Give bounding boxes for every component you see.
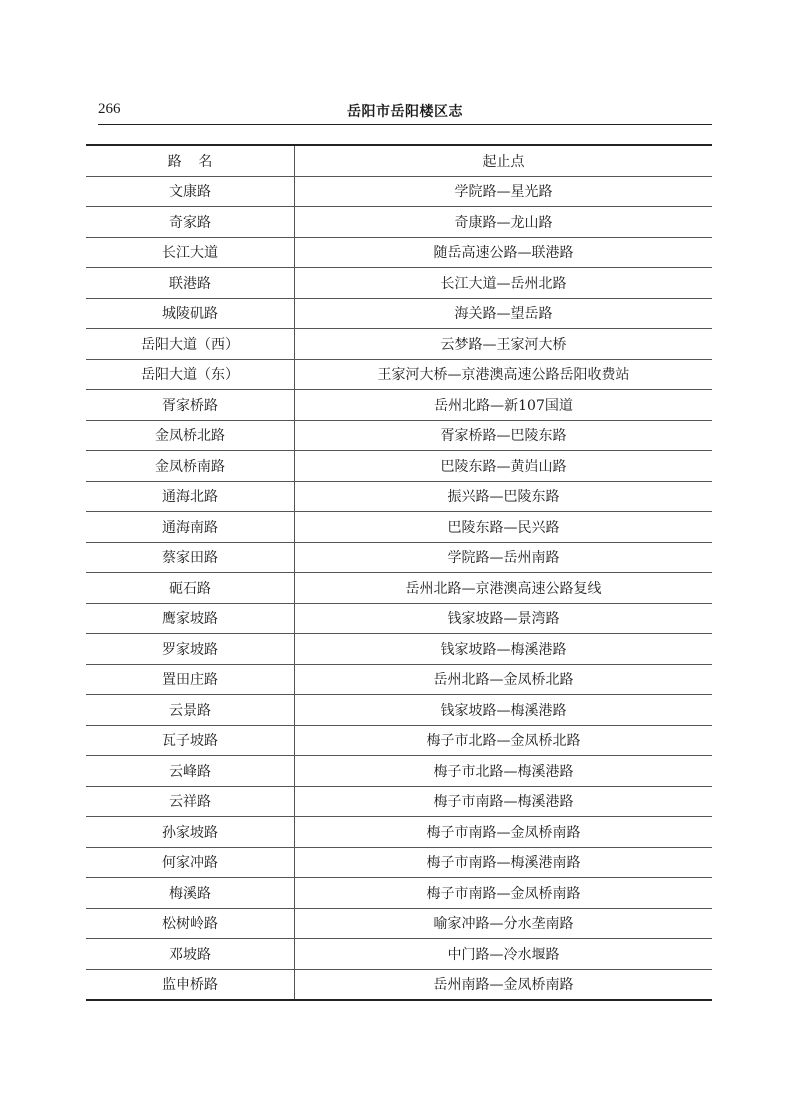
road-name-cell: 云峰路 [86, 756, 295, 787]
table-row [86, 878, 712, 909]
table-row [86, 420, 712, 451]
table-row [86, 573, 712, 604]
table-row [86, 481, 712, 512]
road-name-cell: 联港路 [86, 268, 295, 299]
table-row [86, 359, 712, 390]
road-name-cell: 胥家桥路 [86, 390, 295, 421]
start-end-points-cell: 胥家桥路—巴陵东路 [295, 420, 713, 451]
start-end-points-cell: 巴陵东路—黄岿山路 [295, 451, 713, 482]
start-end-points-cell: 岳州北路—金凤桥北路 [295, 664, 713, 695]
road-name-cell: 奇家路 [86, 207, 295, 238]
road-name-cell: 岳阳大道（东） [86, 359, 295, 390]
road-name-cell: 何家冲路 [86, 847, 295, 878]
road-name-cell: 梅溪路 [86, 878, 295, 909]
road-name-cell: 鹰家坡路 [86, 603, 295, 634]
start-end-points-cell: 长江大道—岳州北路 [295, 268, 713, 299]
road-name-cell: 孙家坡路 [86, 817, 295, 848]
table-row [86, 451, 712, 482]
page-header [98, 100, 712, 125]
road-name-cell: 长江大道 [86, 237, 295, 268]
start-end-points-cell: 梅子市南路—金凤桥南路 [295, 817, 713, 848]
start-end-points-cell: 王家河大桥—京港澳高速公路岳阳收费站 [295, 359, 713, 390]
table-row [86, 756, 712, 787]
start-end-points-cell: 梅子市南路—金凤桥南路 [295, 878, 713, 909]
start-end-points-cell: 中门路—冷水堰路 [295, 939, 713, 970]
table-row [86, 207, 712, 238]
table-body [86, 176, 712, 1000]
table-row [86, 512, 712, 543]
table-row [86, 603, 712, 634]
table-row [86, 237, 712, 268]
table-row [86, 390, 712, 421]
table-row [86, 786, 712, 817]
page-number: 266 [98, 101, 121, 117]
table-row [86, 634, 712, 665]
start-end-points-cell: 梅子市北路—梅溪港路 [295, 756, 713, 787]
road-table [86, 144, 712, 1001]
start-end-points-cell: 学院路—岳州南路 [295, 542, 713, 573]
start-end-points-cell: 岳州北路—京港澳高速公路复线 [295, 573, 713, 604]
table-row [86, 176, 712, 207]
table-row [86, 268, 712, 299]
start-end-points-cell: 钱家坡路—梅溪港路 [295, 634, 713, 665]
table-row [86, 542, 712, 573]
road-name-cell: 瓦子坡路 [86, 725, 295, 756]
road-name-cell: 置田庄路 [86, 664, 295, 695]
start-end-points-cell: 岳州北路—新107国道 [295, 390, 713, 421]
start-end-points-cell: 钱家坡路—景湾路 [295, 603, 713, 634]
road-name-cell: 云祥路 [86, 786, 295, 817]
road-name-cell: 金凤桥北路 [86, 420, 295, 451]
start-end-points-cell: 云梦路—王家河大桥 [295, 329, 713, 360]
road-name-cell: 蔡家田路 [86, 542, 295, 573]
start-end-points-cell: 海关路—望岳路 [295, 298, 713, 329]
table-header-row [86, 145, 712, 176]
table-row [86, 298, 712, 329]
road-name-cell: 文康路 [86, 176, 295, 207]
start-end-points-cell: 巴陵东路—民兴路 [295, 512, 713, 543]
start-end-points-cell: 岳州南路—金凤桥南路 [433, 977, 574, 994]
road-name-cell: 邓坡路 [86, 939, 295, 970]
road-name-cell: 监申桥路 [86, 969, 295, 1000]
road-name-cell: 通海南路 [86, 512, 295, 543]
table-row [86, 725, 712, 756]
start-end-points-cell: 振兴路—巴陵东路 [295, 481, 713, 512]
start-end-points-cell: 梅子市南路—梅溪港南路 [295, 847, 713, 878]
road-name-cell: 云景路 [86, 695, 295, 726]
road-name-cell: 金凤桥南路 [86, 451, 295, 482]
table-row [86, 969, 712, 1000]
column-header-road-name: 路名 [86, 145, 295, 176]
start-end-points-cell: 学院路—星光路 [295, 176, 713, 207]
table-row [86, 847, 712, 878]
road-name-cell: 城陵矶路 [86, 298, 295, 329]
start-end-points-cell: 梅子市南路—梅溪港路 [295, 786, 713, 817]
road-name-cell: 岳阳大道（西） [86, 329, 295, 360]
start-end-points-cell: 随岳高速公路—联港路 [295, 237, 713, 268]
road-name-cell: 松树岭路 [86, 908, 295, 939]
road-name-cell: 罗家坡路 [86, 634, 295, 665]
table-row [86, 939, 712, 970]
road-name-cell: 通海北路 [86, 481, 295, 512]
start-end-points-cell: 钱家坡路—梅溪港路 [295, 695, 713, 726]
table-row [86, 695, 712, 726]
road-name-cell: 砈石路 [86, 573, 295, 604]
table-row [86, 329, 712, 360]
start-end-points-cell: 梅子市北路—金凤桥北路 [295, 725, 713, 756]
start-end-points-cell: 喻家冲路—分水垄南路 [295, 908, 713, 939]
start-end-points-cell: 奇康路—龙山路 [295, 207, 713, 238]
table-row [86, 664, 712, 695]
book-title: 岳阳市岳阳楼区志 [347, 104, 463, 120]
table-row [86, 817, 712, 848]
table-row [86, 908, 712, 939]
column-header-start-end-points: 起止点 [295, 145, 713, 176]
